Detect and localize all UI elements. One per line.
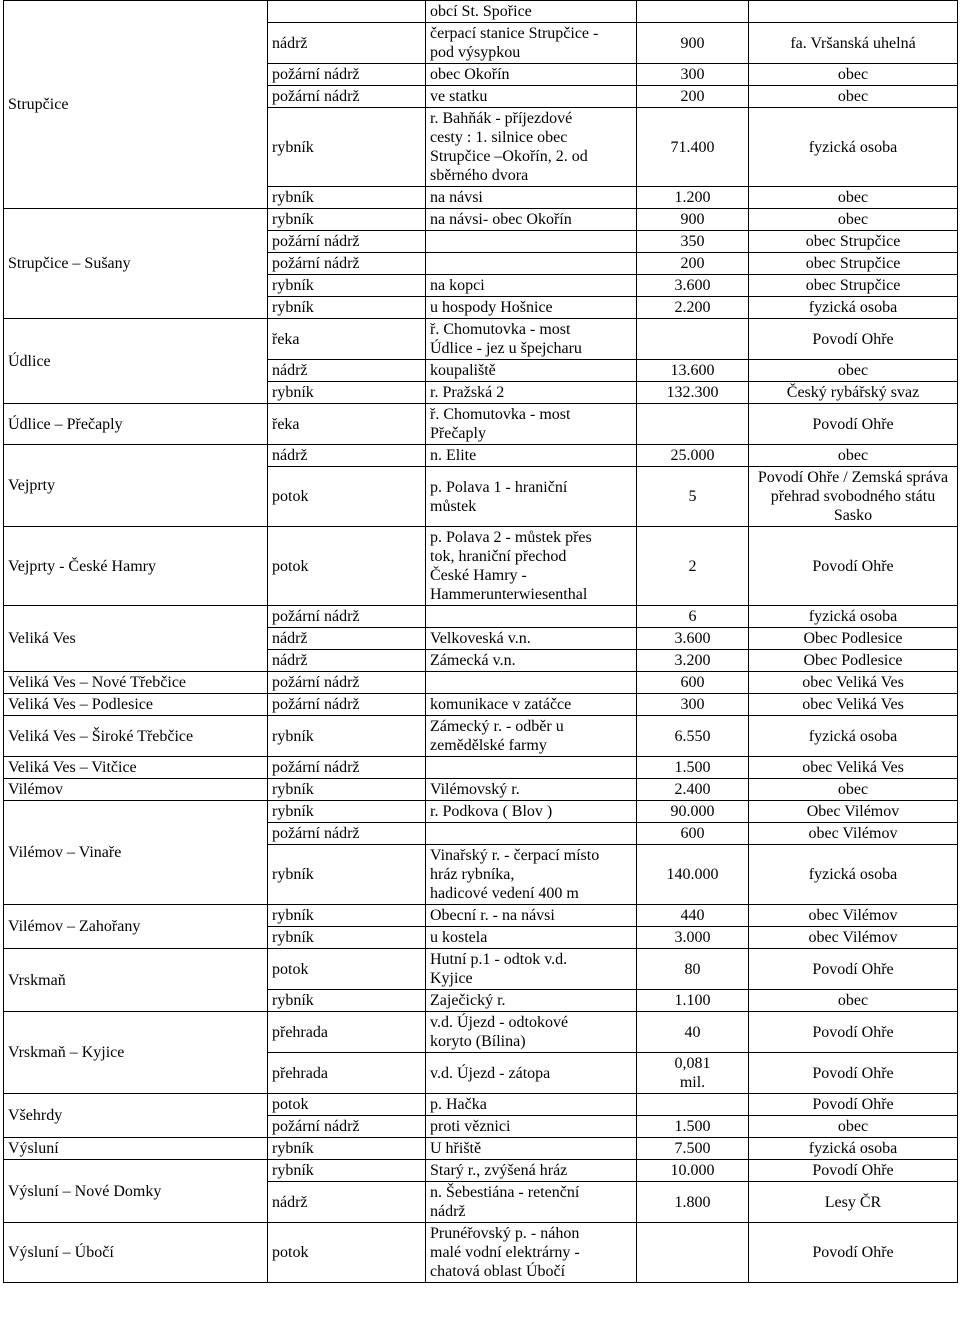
owner-cell: Obec Podlesice [749, 650, 958, 672]
location-cell: proti věznici [426, 1116, 637, 1138]
table-body [4, 1, 958, 1283]
location-cell: u kostela [426, 927, 637, 949]
volume-cell: 1.200 [637, 187, 749, 209]
type-cell: rybník [268, 108, 426, 187]
volume-cell: 1.500 [637, 757, 749, 779]
volume-cell: 200 [637, 253, 749, 275]
type-cell: nádrž [268, 1182, 426, 1223]
owner-cell: obec Veliká Ves [749, 672, 958, 694]
location-cell: v.d. Újezd - odtokové koryto (Bílina) [426, 1012, 637, 1053]
owner-cell: obec Veliká Ves [749, 757, 958, 779]
type-cell: požární nádrž [268, 694, 426, 716]
location-cell: Starý r., zvýšená hráz [426, 1160, 637, 1182]
owner-cell: Povodí Ohře / Zemská správa přehrad svobodného státu Sasko [749, 467, 958, 527]
owner-cell: obec [749, 64, 958, 86]
owner-cell: obec Strupčice [749, 253, 958, 275]
owner-cell: obec [749, 1116, 958, 1138]
table-row [4, 672, 958, 694]
table-row [4, 1012, 958, 1053]
volume-cell [637, 404, 749, 445]
location-cell [426, 606, 637, 628]
volume-cell: 2 [637, 527, 749, 606]
type-cell: řeka [268, 319, 426, 360]
municipality-cell: Vilémov [4, 779, 268, 801]
owner-cell: Povodí Ohře [749, 1223, 958, 1283]
owner-cell: Obec Podlesice [749, 628, 958, 650]
type-cell: potok [268, 949, 426, 990]
type-cell: rybník [268, 297, 426, 319]
volume-cell: 2.400 [637, 779, 749, 801]
municipality-cell: Veliká Ves – Široké Třebčice [4, 716, 268, 757]
municipality-cell: Údlice [4, 319, 268, 404]
owner-cell: fyzická osoba [749, 1138, 958, 1160]
volume-cell: 6.550 [637, 716, 749, 757]
type-cell: nádrž [268, 650, 426, 672]
owner-cell: Povodí Ohře [749, 949, 958, 990]
owner-cell: Povodí Ohře [749, 1160, 958, 1182]
type-cell: nádrž [268, 628, 426, 650]
owner-cell: Český rybářský svaz [749, 382, 958, 404]
table-row [4, 1, 958, 23]
location-cell: na kopci [426, 275, 637, 297]
owner-cell: obec Vilémov [749, 927, 958, 949]
municipality-cell: Vejprty [4, 445, 268, 527]
type-cell: potok [268, 1094, 426, 1116]
owner-cell: Povodí Ohře [749, 1012, 958, 1053]
volume-cell: 300 [637, 694, 749, 716]
type-cell: přehrada [268, 1053, 426, 1094]
location-cell: u hospody Hošnice [426, 297, 637, 319]
type-cell: rybník [268, 1138, 426, 1160]
volume-cell: 0,081 mil. [637, 1053, 749, 1094]
type-cell: rybník [268, 209, 426, 231]
municipality-cell: Výsluní [4, 1138, 268, 1160]
type-cell: rybník [268, 275, 426, 297]
owner-cell: fyzická osoba [749, 716, 958, 757]
municipality-cell: Veliká Ves – Nové Třebčice [4, 672, 268, 694]
location-cell: Zaječický r. [426, 990, 637, 1012]
type-cell: potok [268, 1223, 426, 1283]
owner-cell: Povodí Ohře [749, 1053, 958, 1094]
location-cell [426, 253, 637, 275]
owner-cell: Povodí Ohře [749, 1094, 958, 1116]
type-cell: nádrž [268, 445, 426, 467]
volume-cell: 3.600 [637, 275, 749, 297]
location-cell: Velkoveská v.n. [426, 628, 637, 650]
owner-cell: obec [749, 445, 958, 467]
volume-cell: 3.200 [637, 650, 749, 672]
table-row [4, 527, 958, 606]
municipality-cell: Vejprty - České Hamry [4, 527, 268, 606]
volume-cell: 140.000 [637, 845, 749, 905]
type-cell: potok [268, 467, 426, 527]
type-cell: rybník [268, 187, 426, 209]
municipality-cell: Vrskmaň – Kyjice [4, 1012, 268, 1094]
type-cell: požární nádrž [268, 672, 426, 694]
volume-cell: 600 [637, 672, 749, 694]
type-cell: rybník [268, 801, 426, 823]
table-row [4, 1223, 958, 1283]
volume-cell [637, 1094, 749, 1116]
location-cell [426, 823, 637, 845]
volume-cell: 440 [637, 905, 749, 927]
table-row [4, 757, 958, 779]
type-cell: požární nádrž [268, 757, 426, 779]
type-cell: rybník [268, 990, 426, 1012]
location-cell: n. Elite [426, 445, 637, 467]
volume-cell: 300 [637, 64, 749, 86]
volume-cell: 900 [637, 209, 749, 231]
municipality-cell: Strupčice – Sušany [4, 209, 268, 319]
owner-cell: fyzická osoba [749, 845, 958, 905]
location-cell: Zámecký r. - odběr u zemědělské farmy [426, 716, 637, 757]
volume-cell: 1.800 [637, 1182, 749, 1223]
owner-cell [749, 1, 958, 23]
owner-cell: Obec Vilémov [749, 801, 958, 823]
location-cell: ve statku [426, 86, 637, 108]
table-row [4, 716, 958, 757]
owner-cell: obec Vilémov [749, 823, 958, 845]
location-cell [426, 757, 637, 779]
type-cell: požární nádrž [268, 86, 426, 108]
location-cell: r. Pražská 2 [426, 382, 637, 404]
owner-cell: obec Strupčice [749, 275, 958, 297]
owner-cell: fyzická osoba [749, 297, 958, 319]
owner-cell: fyzická osoba [749, 606, 958, 628]
location-cell: p. Polava 2 - můstek přes tok, hraniční přechod České Hamry - Hammerunterwiesenthal [426, 527, 637, 606]
volume-cell: 600 [637, 823, 749, 845]
water-sources-table [3, 0, 958, 1283]
location-cell: ř. Chomutovka - most Údlice - jez u špejcharu [426, 319, 637, 360]
owner-cell: fa. Vršanská uhelná [749, 23, 958, 64]
type-cell: požární nádrž [268, 823, 426, 845]
location-cell: Zámecká v.n. [426, 650, 637, 672]
volume-cell: 3.000 [637, 927, 749, 949]
location-cell: na návsi- obec Okořín [426, 209, 637, 231]
volume-cell: 3.600 [637, 628, 749, 650]
volume-cell: 132.300 [637, 382, 749, 404]
type-cell: požární nádrž [268, 64, 426, 86]
type-cell: nádrž [268, 360, 426, 382]
type-cell: požární nádrž [268, 1116, 426, 1138]
type-cell: rybník [268, 382, 426, 404]
municipality-cell: Vilémov – Zahořany [4, 905, 268, 949]
type-cell: rybník [268, 716, 426, 757]
volume-cell: 6 [637, 606, 749, 628]
table-row [4, 445, 958, 467]
volume-cell [637, 1, 749, 23]
location-cell: obec Okořín [426, 64, 637, 86]
municipality-cell: Vilémov – Vinaře [4, 801, 268, 905]
volume-cell: 900 [637, 23, 749, 64]
volume-cell: 10.000 [637, 1160, 749, 1182]
location-cell [426, 231, 637, 253]
type-cell: přehrada [268, 1012, 426, 1053]
volume-cell: 350 [637, 231, 749, 253]
location-cell: koupaliště [426, 360, 637, 382]
owner-cell: fyzická osoba [749, 108, 958, 187]
owner-cell: obec [749, 86, 958, 108]
location-cell: komunikace v zatáčce [426, 694, 637, 716]
municipality-cell: Výsluní – Úbočí [4, 1223, 268, 1283]
location-cell: Obecní r. - na návsi [426, 905, 637, 927]
table-row [4, 1138, 958, 1160]
owner-cell: obec Veliká Ves [749, 694, 958, 716]
table-row [4, 404, 958, 445]
location-cell: Vilémovský r. [426, 779, 637, 801]
municipality-cell: Veliká Ves – Podlesice [4, 694, 268, 716]
table-row [4, 319, 958, 360]
type-cell: potok [268, 527, 426, 606]
location-cell: r. Bahňák - příjezdové cesty : 1. silnice obec Strupčice –Okořín, 2. od sběrného dvora [426, 108, 637, 187]
location-cell: ř. Chomutovka - most Přečaply [426, 404, 637, 445]
location-cell: obcí St. Spořice [426, 1, 637, 23]
municipality-cell: Veliká Ves [4, 606, 268, 672]
owner-cell: Povodí Ohře [749, 404, 958, 445]
volume-cell: 2.200 [637, 297, 749, 319]
table-row [4, 1160, 958, 1182]
location-cell: p. Hačka [426, 1094, 637, 1116]
owner-cell: Povodí Ohře [749, 527, 958, 606]
table-row [4, 801, 958, 823]
volume-cell: 40 [637, 1012, 749, 1053]
owner-cell: obec [749, 360, 958, 382]
type-cell: nádrž [268, 23, 426, 64]
municipality-cell: Vrskmaň [4, 949, 268, 1012]
owner-cell: obec Vilémov [749, 905, 958, 927]
table-row [4, 905, 958, 927]
owner-cell: obec [749, 779, 958, 801]
type-cell: rybník [268, 927, 426, 949]
volume-cell: 5 [637, 467, 749, 527]
volume-cell: 90.000 [637, 801, 749, 823]
volume-cell: 13.600 [637, 360, 749, 382]
type-cell: požární nádrž [268, 253, 426, 275]
table-row [4, 209, 958, 231]
municipality-cell: Veliká Ves – Vitčice [4, 757, 268, 779]
location-cell: Vinařský r. - čerpací místo hráz rybníka, hadicové vedení 400 m [426, 845, 637, 905]
table-row [4, 1094, 958, 1116]
volume-cell: 1.100 [637, 990, 749, 1012]
location-cell: čerpací stanice Strupčice - pod výsypkou [426, 23, 637, 64]
volume-cell: 80 [637, 949, 749, 990]
volume-cell: 1.500 [637, 1116, 749, 1138]
location-cell: U hřiště [426, 1138, 637, 1160]
type-cell: řeka [268, 404, 426, 445]
table-row [4, 779, 958, 801]
owner-cell: obec [749, 209, 958, 231]
volume-cell [637, 1223, 749, 1283]
location-cell: v.d. Újezd - zátopa [426, 1053, 637, 1094]
location-cell: Hutní p.1 - odtok v.d. Kyjice [426, 949, 637, 990]
volume-cell [637, 319, 749, 360]
location-cell [426, 672, 637, 694]
type-cell: rybník [268, 905, 426, 927]
table-row [4, 606, 958, 628]
municipality-cell: Údlice – Přečaply [4, 404, 268, 445]
municipality-cell: Výsluní – Nové Domky [4, 1160, 268, 1223]
type-cell: rybník [268, 1160, 426, 1182]
type-cell: rybník [268, 779, 426, 801]
owner-cell: Povodí Ohře [749, 319, 958, 360]
table-row [4, 949, 958, 990]
type-cell: požární nádrž [268, 231, 426, 253]
type-cell: požární nádrž [268, 606, 426, 628]
volume-cell: 7.500 [637, 1138, 749, 1160]
location-cell: p. Polava 1 - hraniční můstek [426, 467, 637, 527]
municipality-cell: Strupčice [4, 1, 268, 209]
location-cell: na návsi [426, 187, 637, 209]
owner-cell: obec [749, 187, 958, 209]
type-cell [268, 1, 426, 23]
location-cell: r. Podkova ( Blov ) [426, 801, 637, 823]
location-cell: Prunéřovský p. - náhon malé vodní elektrárny - chatová oblast Úbočí [426, 1223, 637, 1283]
municipality-cell: Všehrdy [4, 1094, 268, 1138]
table-row [4, 694, 958, 716]
type-cell: rybník [268, 845, 426, 905]
owner-cell: obec Strupčice [749, 231, 958, 253]
volume-cell: 71.400 [637, 108, 749, 187]
volume-cell: 25.000 [637, 445, 749, 467]
owner-cell: obec [749, 990, 958, 1012]
location-cell: n. Šebestiána - retenční nádrž [426, 1182, 637, 1223]
owner-cell: Lesy ČR [749, 1182, 958, 1223]
volume-cell: 200 [637, 86, 749, 108]
